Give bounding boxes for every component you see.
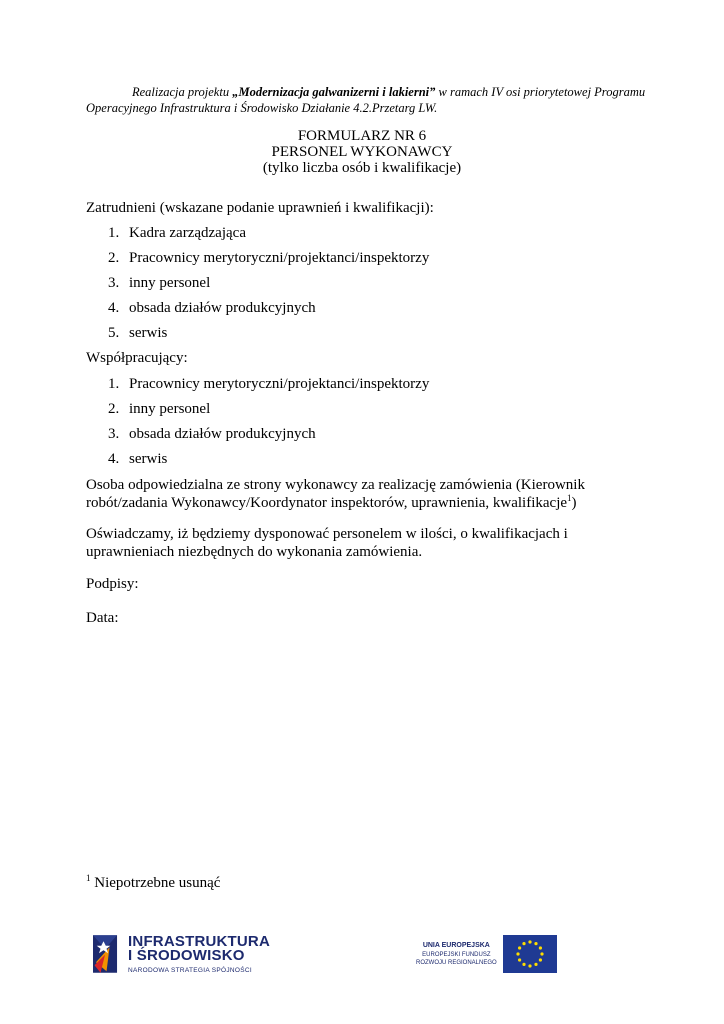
- signatures-label: Podpisy:: [86, 576, 139, 592]
- infrastruktura-srodowisko-logo: [90, 924, 270, 984]
- employed-heading: Zatrudnieni (wskazane podanie uprawnień i kwalifikacji):: [86, 200, 434, 216]
- footnote: $^1$ Niepotrzebne usunąć: [86, 873, 221, 891]
- header-text-line2: Operacyjnego Infrastruktura i Środowisko Działanie 4.2.Przetarg LW.: [86, 101, 438, 115]
- eu-fund-logo: [416, 934, 557, 974]
- declaration-paragraph: Oświadczamy, iż będziemy dysponować personelem w ilości, o kwalifikacjach i uprawnieniach niezbędnych do wykonania zamówienia.: [86, 526, 568, 560]
- list-item: 2. inny personel: [108, 401, 211, 417]
- footnote-marker: 1: [86, 873, 91, 883]
- form-subtitle: (tylko liczba osób i kwalifikacje): [262, 160, 462, 176]
- date-label: Data:: [86, 610, 119, 626]
- list-item: 4. obsada działów produkcyjnych: [108, 300, 316, 316]
- list-item: 2. Pracownicy merytoryczni/projektanci/inspektorzy: [108, 250, 430, 266]
- header-text: Realizacja projektu: [132, 85, 233, 99]
- form-number: FORMULARZ NR 6: [297, 128, 427, 144]
- responsible-person-paragraph: Osoba odpowiedzialna ze strony wykonawcy za realizację zamówienia (Kierownik robót/zadania Wykonawcy/Koordynator inspektorów, uprawnienia, kwalifikacje$^1$): [86, 477, 585, 511]
- header-text: w ramach IV osi priorytetowej Programu: [435, 85, 646, 99]
- eu-sub2: ROZWOJU REGIONALNEGO: [416, 960, 497, 966]
- logo-line2: I ŚRODOWISKO: [128, 946, 245, 964]
- list-item: 1. Pracownicy merytoryczni/projektanci/inspektorzy: [108, 376, 430, 392]
- employed-list: [108, 224, 628, 349]
- eu-title: UNIA EUROPEJSKA: [422, 942, 490, 949]
- logo-line1: INFRASTRUKTURA: [128, 932, 270, 950]
- logo-line3: NARODOWA STRATEGIA SPÓJNOŚCI: [128, 966, 253, 974]
- project-name: „Modernizacja galwanizerni i lakierni”: [232, 85, 436, 99]
- cooperating-list: [108, 375, 628, 475]
- form-title: [0, 128, 724, 176]
- cooperating-heading: Współpracujący:: [86, 350, 188, 366]
- project-header-note: [86, 84, 646, 116]
- footnote-reference: 1: [567, 493, 572, 503]
- form-name: PERSONEL WYKONAWCY: [271, 144, 453, 160]
- nss-emblem-icon: [90, 925, 120, 983]
- list-item: 3. inny personel: [108, 275, 211, 291]
- eu-sub1: EUROPEJSKI FUNDUSZ: [422, 952, 491, 958]
- list-item: 4. serwis: [108, 451, 168, 467]
- list-item: 3. obsada działów produkcyjnych: [108, 426, 316, 442]
- eu-flag-icon: [503, 935, 557, 973]
- list-item: 1. Kadra zarządzająca: [108, 225, 246, 241]
- list-item: 5. serwis: [108, 325, 168, 341]
